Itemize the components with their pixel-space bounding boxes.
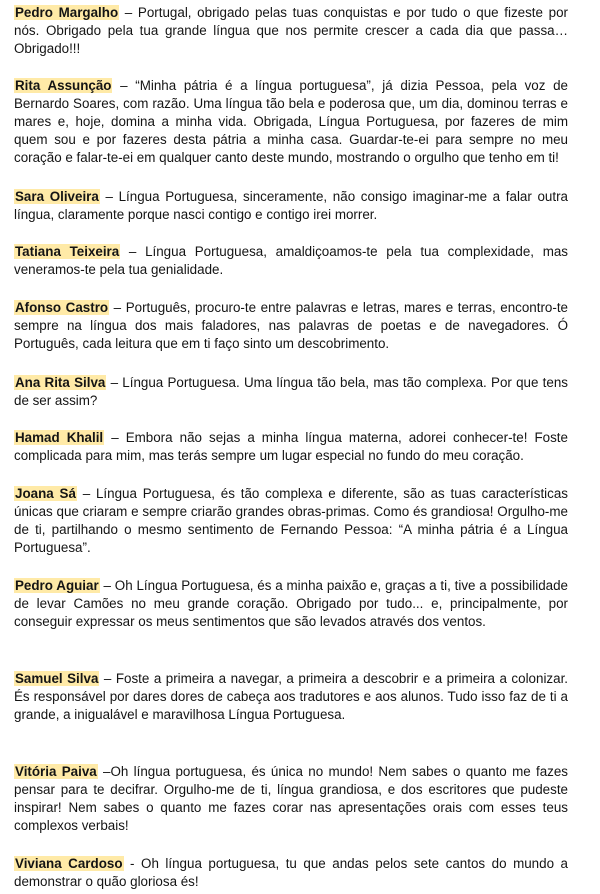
entry-text: –Oh língua portuguesa, és única no mundo! Nem sabes o quanto me fazes pensar para te decifrar. Orgulho-me de ti, língua grandiosa, e dos escritores que pudeste inspirar! Nem sabes o quanto me fazes corar nas apresentações orais com esses teus complexos verbais! — [14, 764, 568, 833]
entry-tatiana-teixeira — [14, 243, 568, 279]
author-name: Hamad Khalil — [15, 430, 104, 445]
author-name: Pedro Aguiar — [15, 578, 99, 593]
entry-rita-assuncao — [14, 77, 568, 167]
author-name: Rita Assunção — [15, 78, 112, 93]
entry-text: – Foste a primeira a navegar, a primeira a descobrir e a primeira a colonizar. És responsável por dares dores de cabeça aos tradutores e aos alunos. Tudo isso faz de ti a grande, a inigualável e maravilhosa Língua Portuguesa. — [14, 671, 569, 722]
entry-text: - Oh língua portuguesa, tu que andas pelos sete cantos do mundo a demonstrar o quão gloriosa és! — [14, 856, 568, 889]
author-name: Joana Sá — [15, 486, 76, 501]
entry-vitoria-paiva — [14, 763, 568, 835]
author-name: Ana Rita Silva — [15, 375, 106, 390]
entry-pedro-aguiar — [14, 577, 568, 631]
entry-sara-oliveira — [14, 188, 568, 224]
entry-pedro-margalho — [14, 4, 568, 58]
entry-text: – Língua Portuguesa, amaldiçoamos-te pela tua complexidade, mas veneramos-te pela tua genialidade. — [14, 244, 568, 277]
author-name: Sara Oliveira — [15, 189, 99, 204]
entry-viviana-cardoso — [14, 855, 568, 891]
author-name: Tatiana Teixeira — [15, 244, 120, 259]
author-name: Pedro Margalho — [15, 5, 119, 20]
author-name: Viviana Cardoso — [15, 856, 123, 871]
entry-ana-rita-silva — [14, 374, 568, 410]
entry-afonso-castro — [14, 299, 568, 353]
entry-samuel-silva — [14, 670, 568, 724]
author-name: Samuel Silva — [15, 671, 99, 686]
entry-text: – Oh Língua Portuguesa, és a minha paixão e, graças a ti, tive a possibilidade de levar Camões no meu grande coração. Obrigado por tudo... e, principalmente, por conseguir expressar os meus sentimentos que são levados através dos ventos. — [14, 578, 568, 629]
entry-text: – “Minha pátria é a língua portuguesa”, já dizia Pessoa, pela voz de Bernardo Soares, com razão. Uma língua tão bela e poderosa que, um dia, dominou terras e mares e, hoje, domina a minha vida. Obrigada, Língua Portuguesa, por fazeres de mim quem sou e por fazeres desta pátria a minha casa. Guardar-te-ei para sempre no meu coração e falar-te-ei em qualquer canto deste mundo, mostrando o orgulho que tenho em ti! — [14, 78, 568, 165]
entry-text: – Língua Portuguesa. Uma língua tão bela, mas tão complexa. Por que tens de ser assim? — [14, 375, 568, 408]
entry-text: – Português, procuro-te entre palavras e letras, mares e terras, encontro-te sempre na língua dos mais faladores, nas palavras de poetas e de navegadores. Ó Português, cada leitura que em ti faço sinto um descobrimento. — [14, 300, 568, 351]
entry-hamad-khalil — [14, 429, 568, 465]
entry-text: – Embora não sejas a minha língua materna, adorei conhecer-te! Foste complicada para mim, mas terás sempre um lugar especial no fundo do meu coração. — [14, 430, 568, 463]
author-name: Vitória Paiva — [15, 764, 97, 779]
entry-text: – Língua Portuguesa, és tão complexa e diferente, são as tuas características únicas que criaram e sempre criarão grandes obras-primas. Como és grandiosa! Orgulho-me de ti, partilhando o mesmo sentimento de Fernando Pessoa: “A minha pátria é a Língua Portuguesa”. — [14, 486, 568, 555]
entry-joana-sa — [14, 485, 568, 557]
entry-text: – Portugal, obrigado pelas tuas conquistas e por tudo o que fizeste por nós. Obrigado pela tua grande língua que nos permite crescer a cada dia que passa… Obrigado!!! — [14, 5, 568, 56]
author-name: Afonso Castro — [15, 300, 109, 315]
entry-text: – Língua Portuguesa, sinceramente, não consigo imaginar-me a falar outra língua, claramente porque nasci contigo e contigo irei morrer. — [14, 189, 568, 222]
